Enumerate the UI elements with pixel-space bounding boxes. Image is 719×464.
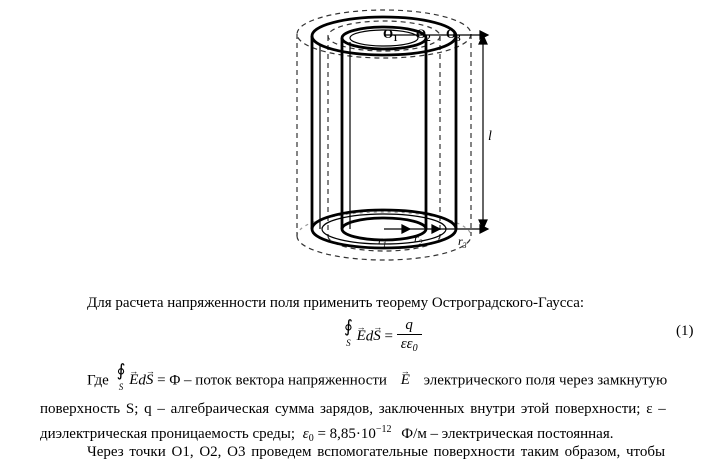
label-r2: $r_2$ [414,231,423,247]
label-r3: $r_3$ [458,234,467,250]
equation-number: (1) [676,323,694,339]
radius-lines-top [384,31,488,39]
contour-integral: ∮ [344,317,353,336]
where-line: Где ∮ $^S$ → Ed→ S = Φ – поток вектора напряженности → E электрического поля через замкнутую [87,362,667,400]
epsilon-line: диэлектрическая проницаемость среды; $\varepsilon_0 = 8,85\cdot 10^{-12}$ Ф/м – электрическая постоянная. [40,424,614,444]
outer-conductor [312,17,456,248]
surface-line: поверхность S; q – алгебраическая сумма зарядов, заключенных внутри этой поверхности; ε – [40,401,666,417]
label-o2: $O_2$ [416,26,431,43]
last-line: Через точки O1, O2, O3 проведем вспомогательные поверхности таким образом, чтобы [87,444,666,460]
label-o1: $O_1$ [383,26,398,43]
intro-paragraph: Для расчета напряженности поля применить теорему Остроградского-Гаусса: [87,295,585,311]
inner-conductor-inner-edge [350,30,418,229]
fraction-q-over-eps: $\frac{q}{\varepsilon\varepsilon_0}$ [397,316,422,358]
label-length: l [488,129,492,144]
equation-1: ∮ $^S$ → Ed→ S = $\frac{q}{\varepsilon\varepsilon_0}$ [344,316,422,356]
inner-conductor [342,27,426,240]
label-r1: $r_1$ [378,233,387,249]
radius-lines-bottom [384,225,488,233]
length-dimension [479,35,487,229]
label-o3: $O_3$ [446,26,461,43]
